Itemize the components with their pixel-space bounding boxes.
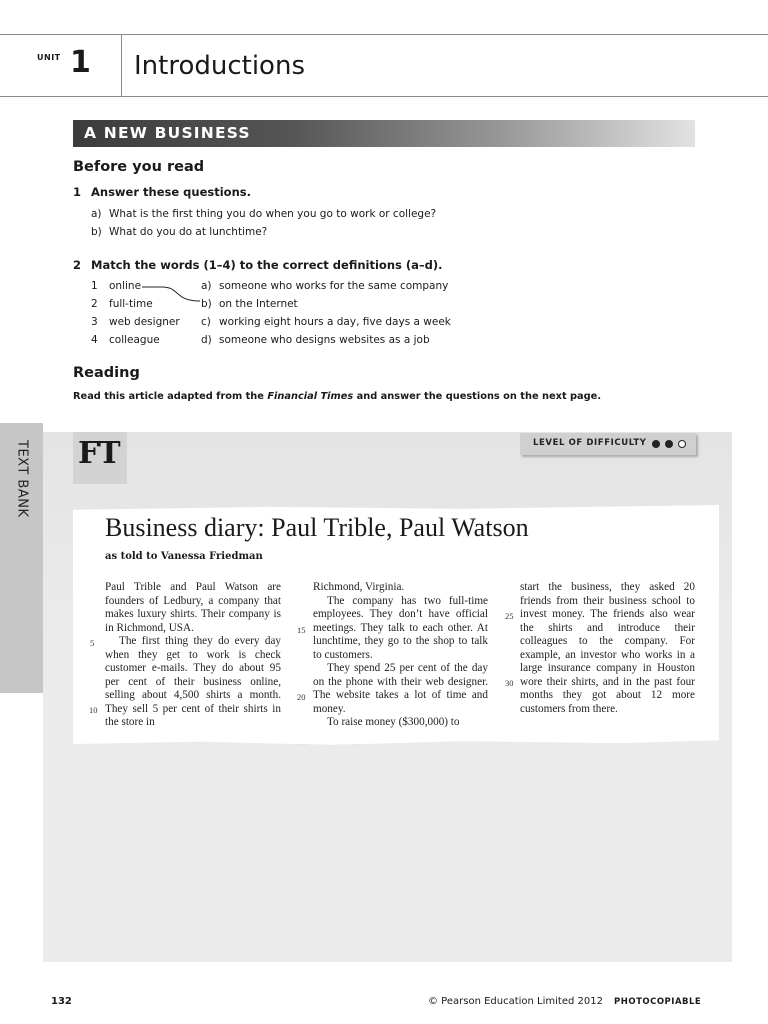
- line-number-20: 20: [297, 692, 306, 702]
- question-1-text: Answer these questions.: [91, 185, 251, 199]
- question-2-text: Match the words (1–4) to the correct definitions (a–d).: [91, 258, 443, 272]
- match-word-4: colleague: [109, 334, 160, 346]
- difficulty-dot-1: [652, 440, 660, 448]
- definition-b: on the Internet: [219, 298, 298, 310]
- difficulty-label: LEVEL OF DIFFICULTY: [533, 438, 647, 448]
- ft-logo: FT: [78, 436, 120, 471]
- article-column-1: [105, 581, 281, 730]
- article-column-3: [520, 581, 695, 716]
- match-word-3-num: 3: [91, 316, 98, 328]
- line-number-25: 25: [505, 611, 514, 621]
- q1-item-b-text: What do you do at lunchtime?: [109, 226, 268, 238]
- match-word-1: online: [109, 280, 142, 292]
- text-bank-label: TEXT BANK: [14, 440, 30, 518]
- line-number-15: 15: [297, 625, 306, 635]
- definition-d-letter: d): [201, 334, 212, 346]
- photocopiable-label: PHOTOCOPIABLE: [614, 997, 702, 1007]
- col2-paragraph-1: Richmond, Virginia.: [313, 581, 405, 593]
- difficulty-dot-2: [665, 440, 673, 448]
- unit-number: 1: [70, 45, 91, 80]
- unit-label: UNIT: [37, 53, 61, 62]
- reading-heading: Reading: [73, 365, 140, 381]
- match-word-4-num: 4: [91, 334, 98, 346]
- question-2-number: 2: [73, 258, 82, 272]
- header-divider: [121, 34, 122, 96]
- col2-paragraph-2: The company has two full-time employees. They don’t have official meetings. They talk to each other. At lunchtime, they go to the shop to talk to customers.: [313, 594, 488, 661]
- page-number: 132: [51, 996, 72, 1007]
- article-byline: as told to Vanessa Friedman: [105, 551, 263, 562]
- header-top-rule: [0, 34, 768, 35]
- q1-item-a-letter: a): [91, 208, 102, 220]
- col3-paragraph-1: start the business, they asked 20 friends from their business school to invest money. The friends also wear the shirts and introduce their colleagues to the company. For example, an investor who works in a large insurance company in Houston wore their shirts, and in the past four months they got about 12 more customers from there.: [520, 581, 695, 715]
- q1-item-b-letter: b): [91, 226, 102, 238]
- match-word-2-num: 2: [91, 298, 98, 310]
- definition-c-letter: c): [201, 316, 211, 328]
- difficulty-dot-3: [678, 440, 686, 448]
- q1-item-a-text: What is the first thing you do when you go to work or college?: [109, 208, 437, 220]
- article-title: Business diary: Paul Trible, Paul Watson: [105, 513, 529, 542]
- question-1-number: 1: [73, 185, 82, 199]
- reading-instructions: [73, 391, 601, 402]
- article-column-2: [313, 581, 488, 730]
- col2-paragraph-3: They spend 25 per cent of the day on the phone with their web designer. The website takes a lot of time and money.: [313, 662, 488, 715]
- col2-paragraph-4: To raise money ($300,000) to: [327, 716, 460, 728]
- definition-c: working eight hours a day, five days a week: [219, 316, 451, 328]
- line-number-10: 10: [89, 705, 98, 715]
- match-word-2: full-time: [109, 298, 153, 310]
- definition-a-letter: a): [201, 280, 212, 292]
- definition-d: someone who designs websites as a job: [219, 334, 430, 346]
- line-number-5: 5: [90, 638, 95, 648]
- page-title: Introductions: [134, 51, 305, 81]
- before-you-read-heading: Before you read: [73, 159, 205, 175]
- reading-intro-before: Read this article adapted from the: [73, 391, 268, 402]
- reading-intro-after: and answer the questions on the next page.: [353, 391, 602, 402]
- section-title: A NEW BUSINESS: [84, 124, 251, 142]
- col1-paragraph-2: The first thing they do every day when they get to work is check customer e-mails. They do about 95 per cent of their business online, selling about 4,500 shirts a month. They sell 5 per cent of their shirts in the store in: [105, 635, 281, 728]
- copyright: © Pearson Education Limited 2012: [428, 996, 603, 1007]
- definition-b-letter: b): [201, 298, 212, 310]
- line-number-30: 30: [505, 678, 514, 688]
- example-match-line: [140, 283, 204, 307]
- reading-intro-source: Financial Times: [267, 391, 354, 402]
- match-word-3: web designer: [109, 316, 180, 328]
- col1-paragraph-1: Paul Trible and Paul Watson are founders of Ledbury, a company that makes luxury shirts. Their company is in Richmond, USA.: [105, 581, 281, 634]
- header-bottom-rule: [0, 96, 768, 97]
- match-word-1-num: 1: [91, 280, 98, 292]
- definition-a: someone who works for the same company: [219, 280, 449, 292]
